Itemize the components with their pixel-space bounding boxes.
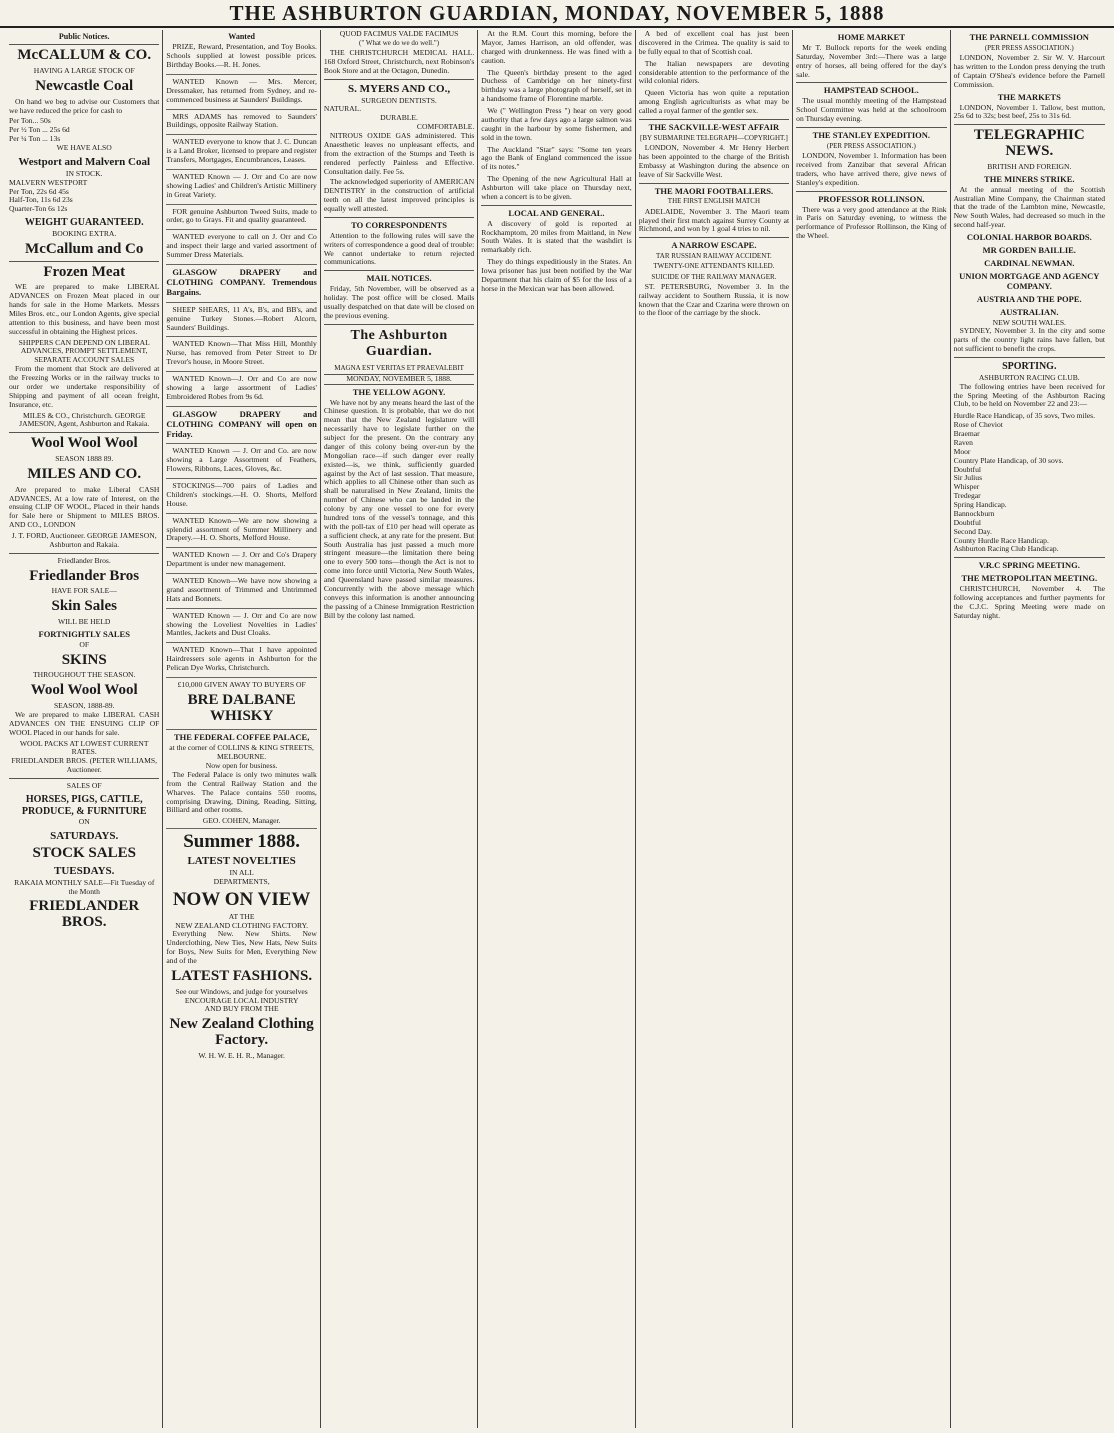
ad-heading: Wool Wool Wool bbox=[30, 682, 138, 699]
ad-line: DURABLE. bbox=[380, 113, 418, 123]
news-item bbox=[954, 54, 1105, 90]
classified-ad bbox=[166, 612, 316, 644]
article-body: The Italian newspapers are devoting considerable attention to the performance of the wild colonial riders. bbox=[638, 58, 790, 86]
divider bbox=[481, 205, 631, 206]
news-item bbox=[796, 97, 946, 124]
ad-body: We are prepared to make LIBERAL CASH ADVANCES ON THE ENSUING CLIP OF WOOL Placed in our hands for sale. bbox=[9, 709, 160, 737]
ad-line: FORTNIGHTLY SALES bbox=[38, 628, 130, 639]
ad-body: Everything New. New Shirts. New Underclothing, New Ties, New Hats, New Suits for Boys, New Suits for Men, Everything New and of the bbox=[166, 929, 317, 966]
leader-heading: THE YELLOW AGONY. bbox=[352, 386, 446, 397]
article-heading: THE STANLEY EXPEDITION. bbox=[812, 130, 931, 140]
leader-article bbox=[324, 399, 474, 621]
news-item bbox=[481, 258, 631, 294]
ad-line: IN STOCK. bbox=[65, 168, 103, 178]
article-heading: THE MAORI FOOTBALLERS. bbox=[654, 185, 774, 196]
section-heading: LOCAL AND GENERAL. bbox=[508, 207, 605, 218]
classified-ad bbox=[166, 577, 316, 609]
ad-line: QUOD FACIMUS VALDE FACIMUS bbox=[339, 30, 459, 38]
news-item bbox=[481, 69, 631, 105]
notice-body: Friday, 5th November, will be observed as a holiday. The post office will be closed. Mails usually despatched on that date will be closed on the previous evening. bbox=[323, 284, 475, 320]
paper-title: The Ashburton Guardian. bbox=[350, 327, 448, 360]
section-head: Public Notices. bbox=[58, 32, 110, 41]
price-line: Half-Ton, 11s 6d 23s bbox=[9, 195, 73, 205]
article-body: There was a very good attendance at the Rink in Paris on Saturday evening, to witness the performance of Professor Rollinson, the King of the Wheel. bbox=[796, 204, 947, 241]
ad-body: WANTED Known — J. Orr and Co are now showing Ladies' and Children's Artistic Millinery in Great Variety. bbox=[166, 171, 317, 199]
divider bbox=[796, 82, 946, 83]
article-heading: V.R.C SPRING MEETING. bbox=[978, 560, 1080, 571]
price-line: Per ¼ Ton ... 13s bbox=[9, 134, 61, 144]
ad-line: (" What we do we do well.") bbox=[359, 38, 440, 47]
ad-line: DEPARTMENTS, bbox=[213, 876, 270, 886]
race-entry: Ashburton Racing Club Handicap. bbox=[953, 544, 1059, 554]
article-heading: PROFESSOR ROLLINSON. bbox=[818, 193, 925, 204]
section-heading: SPORTING. bbox=[1002, 361, 1057, 373]
ad-signature: FRIEDLANDER BROS. (PETER WILLIAMS, Auctioneer. bbox=[11, 756, 158, 775]
race-entry: Second Day. bbox=[953, 526, 992, 536]
news-item bbox=[954, 186, 1105, 230]
article-body: Mr T. Bullock reports for the week ending Saturday, November 3rd:—There was a large entry of horses, all being offered for the day's sale. bbox=[796, 42, 947, 79]
article-heading: THE PARNELL COMMISSION bbox=[969, 32, 1089, 42]
ad-body: WANTED Known — Mrs. Mercer, Dressmaker, has returned from Sydney, and re-commenced business at Saunders' Buildings. bbox=[166, 76, 317, 104]
dentist-ad bbox=[324, 83, 474, 214]
ad-body: The acknowledged superiority of AMERICAN DENTISTRY in the construction of artificial teeth on all the latest improved principles is equally well attested. bbox=[323, 177, 475, 214]
masthead: THE ASHBURTON GUARDIAN, MONDAY, NOVEMBER 5, 1888 bbox=[0, 0, 1114, 28]
article-subheading: NEW SOUTH WALES. bbox=[992, 317, 1066, 327]
ad-line: RAKAIA MONTHLY SALE—Fit Tuesday of the Month bbox=[14, 877, 155, 896]
article-heading: HOME MARKET bbox=[837, 32, 905, 42]
ad-heading: Summer 1888. bbox=[183, 831, 301, 853]
ad-body: THE CHRISTCHURCH MEDICAL HALL. 168 Oxford Street, Christchurch, next Robinson's Book Store and at the Octagon, Dunedin. bbox=[323, 48, 475, 75]
ad-body: WANTED Known — J. Orr and Co's Drapery Department is under new management. bbox=[166, 550, 317, 569]
divider bbox=[954, 357, 1105, 358]
ad-body: WANTED everyone to call on J. Orr and Co and inspect their large and varied assortment of Summer Dress Materials. bbox=[166, 232, 317, 260]
ad-heading: SKINS bbox=[61, 651, 107, 668]
article-heading: MR GORDEN BAILLIE. bbox=[982, 244, 1076, 255]
ad-signature: GEO. COHEN, Manager. bbox=[202, 816, 281, 826]
divider bbox=[639, 119, 789, 120]
ad-product: Westport and Malvern Coal bbox=[18, 155, 151, 168]
race-entry: Tredegar bbox=[953, 491, 981, 501]
classified-ad bbox=[166, 340, 316, 372]
notice-heading: TO CORRESPONDENTS bbox=[351, 219, 448, 230]
notice-heading: MAIL NOTICES. bbox=[366, 273, 432, 284]
article-heading: THE MINERS STRIKE. bbox=[984, 173, 1075, 184]
classified-ad bbox=[166, 306, 316, 338]
article-body: Queen Victoria has won quite a reputation among English agriculturists as what may be called a royal farmer of the gentler sex. bbox=[638, 88, 790, 115]
ad-line: OF bbox=[79, 639, 90, 649]
mccallum-ad bbox=[9, 48, 159, 257]
news-item bbox=[481, 107, 631, 143]
divider bbox=[796, 127, 946, 128]
ad-line: AND BUY FROM THE bbox=[204, 1004, 279, 1014]
classified-ad bbox=[166, 268, 316, 303]
news-item bbox=[639, 208, 789, 235]
ad-heading: Wool Wool Wool bbox=[30, 435, 138, 452]
notice-body: Attention to the following rules will save the writers of correspondence a good deal of trouble: We cannot undertake to return rejected communications. bbox=[323, 230, 475, 267]
ad-heading: S. MYERS AND CO., bbox=[348, 82, 451, 95]
ad-line: WE HAVE ALSO bbox=[56, 143, 112, 153]
article-subheading: THE FIRST ENGLISH MATCH bbox=[667, 197, 761, 206]
classified-ad bbox=[166, 233, 316, 265]
article-heading: CARDINAL NEWMAN. bbox=[984, 257, 1075, 268]
classified-ad bbox=[166, 447, 316, 479]
ad-signature: FRIEDLANDER BROS. bbox=[29, 898, 140, 931]
race-entry: Country Plate Handicap, of 30 sovs. bbox=[953, 455, 1064, 465]
hotel-ad bbox=[166, 733, 316, 829]
ad-line: SEASON, 1888-89. bbox=[53, 701, 115, 711]
ad-body: On hand we beg to advise our Customers that we have reduced the price for cash to bbox=[9, 96, 160, 115]
article-subheading: (PER PRESS ASSOCIATION.) bbox=[984, 43, 1074, 52]
column-2 bbox=[163, 30, 320, 1428]
ad-body: WANTED Known—We are now showing a splendid assortment of Summer Millinery and Drapery.—H. O. Shorts, Melford House. bbox=[166, 515, 317, 543]
article-body: LONDON, November 1. Tallow, best mutton, 25s 6d to 32s; best beef, 25s to 31s 6d. bbox=[953, 102, 1105, 121]
ad-body: From the moment that Stock are delivered at the Freezing Works or in the railway trucks to our order we undertake responsibility of Shipping and payment of all ocean freight, Insurance, etc. bbox=[9, 364, 160, 409]
news-item bbox=[481, 146, 631, 173]
news-item bbox=[954, 585, 1105, 621]
column-5 bbox=[636, 30, 793, 1428]
ad-line: Now open for business. bbox=[205, 761, 278, 771]
ad-line: SURGEON DENTISTS. bbox=[361, 95, 437, 105]
friedlander-ad bbox=[9, 557, 159, 931]
race-entry: County Hurdle Race Handicap. bbox=[953, 535, 1049, 545]
ad-heading: GLASGOW DRAPERY and CLOTHING COMPANY. Tremendous Bargains. bbox=[166, 266, 317, 297]
article-body: The following entries have been received for the Spring Meeting of the Ashburton Racing Club, to be held on November 22 and 23:— bbox=[953, 381, 1105, 409]
classified-ad bbox=[166, 646, 316, 678]
ad-heading: Friedlander Bros bbox=[29, 567, 140, 584]
section-subheading: BRITISH AND FOREIGN. bbox=[987, 161, 1072, 171]
article-body: At the annual meeting of the Scottish Australian Mine Company, the Chairman stated that the trade of the Lambton mine, Newcastle, New South Wales, had decreased so much in the second half-year. bbox=[953, 184, 1105, 230]
ad-body: FOR genuine Ashburton Tweed Suits, made to order, go to Grays. Fit and quality guaranteed. bbox=[166, 206, 317, 225]
ad-line: £10,000 GIVEN AWAY TO BUYERS OF bbox=[177, 679, 306, 689]
ad-line: LATEST NOVELTIES bbox=[187, 855, 296, 868]
article-body: The Queen's birthday present to the aged Duchess of Cambridge on her ninety-first birthday was a large photograph of herself, set in a handsome frame of Florentine marble. bbox=[481, 67, 632, 104]
divider bbox=[9, 553, 159, 554]
column-7 bbox=[951, 30, 1108, 1428]
ad-body: WE are prepared to make LIBERAL ADVANCES on Frozen Meat placed in our hands for sale in the Home Markets. Messrs Miles Bros. etc., our London Agents, give special attention to this business, and have been most successful in obtaining the Highest prices. bbox=[9, 282, 160, 336]
ad-line: at the corner of COLLINS & KING STREETS, MELBOURNE. bbox=[169, 743, 314, 762]
mail-notice bbox=[324, 274, 474, 320]
price-line: Per Ton... 50s bbox=[9, 116, 51, 126]
news-item bbox=[639, 30, 789, 57]
article-body: LONDON, November 4. Mr Henry Herbert has been appointed to the charge of the British Embassy at Washington during the absence on leave of Sir Sackville West. bbox=[638, 143, 790, 179]
article-heading: HAMPSTEAD SCHOOL. bbox=[823, 85, 919, 96]
news-item bbox=[796, 152, 946, 188]
divider bbox=[954, 557, 1105, 558]
divider bbox=[324, 324, 474, 325]
divider bbox=[324, 79, 474, 80]
divider bbox=[954, 124, 1105, 125]
price-line: Quarter-Ton 6s 12s bbox=[9, 204, 68, 214]
race-entry: Doubtful bbox=[953, 517, 981, 527]
ad-line: SHIPPERS CAN DEPEND ON LIBERAL ADVANCES, PROMPT SETTLEMENT, SEPARATE ACCOUNT SALES bbox=[18, 337, 150, 365]
section-heading: TELEGRAPHIC NEWS. bbox=[973, 127, 1085, 160]
news-item bbox=[481, 175, 631, 202]
news-item bbox=[954, 104, 1105, 122]
classified-ad bbox=[166, 173, 316, 205]
ad-heading: LATEST FASHIONS. bbox=[171, 967, 313, 984]
ad-line: TUESDAYS. bbox=[53, 864, 115, 877]
ad-heading: MILES AND CO. bbox=[27, 465, 142, 482]
ad-line: WOOL PACKS AT LOWEST CURRENT RATES. bbox=[19, 738, 149, 757]
news-item bbox=[954, 383, 1105, 410]
article-body: At the R.M. Court this morning, before the Mayor, James Harrison, an old offender, was charged with drunkenness. He was fined with a caution. bbox=[481, 30, 632, 65]
ad-body: PRIZE, Reward, Presentation, and Toy Books. Schools supplied at lowest possible prices. Birthday Books.—R. H. Jones. bbox=[166, 42, 317, 70]
divider bbox=[9, 261, 159, 262]
ad-line: NATURAL. bbox=[323, 104, 362, 114]
ad-body: WANTED Known — J. Orr and Co. are now showing a Large Assortment of Feathers, Flowers, Ribbons, Laces, Gloves, &c. bbox=[166, 446, 317, 474]
wool-ad bbox=[9, 436, 159, 550]
race-entry: Doubtful bbox=[953, 464, 981, 474]
ad-body: WANTED Known—That I have appointed Hairdressers sole agents in Ashburton for the Pelican Dye Works, Christchurch. bbox=[166, 645, 317, 673]
classified-ad bbox=[166, 375, 316, 407]
ad-line: ON bbox=[78, 817, 90, 827]
ad-line: HAVE FOR SALE— bbox=[51, 586, 117, 596]
column-4 bbox=[478, 30, 635, 1428]
news-item bbox=[796, 206, 946, 242]
ad-line: SALES OF bbox=[66, 781, 102, 791]
ad-signature: MILES & CO., Christchurch. GEORGE JAMESON, Agent, Ashburton and Rakaia. bbox=[19, 410, 150, 429]
article-heading: UNION MORTGAGE AND AGENCY COMPANY. bbox=[959, 270, 1100, 291]
ad-heading: Skin Sales bbox=[51, 598, 117, 615]
race-entry: Rose of Cheviot bbox=[953, 420, 1003, 430]
ad-body: NITROUS OXIDE GAS administered. This Anaesthetic leaves no unpleasant effects, and from the extraction of the Stumps and Teeth is rendered perfectly Painless and Effective. Consultation daily. Fee 5s. bbox=[323, 131, 475, 176]
article-heading: A NARROW ESCAPE. bbox=[671, 240, 757, 251]
ad-body: WANTED Known — J. Orr and Co are now showing the Loveliest Novelties in Ladies' Mantles, Jackets and Dust Cloaks. bbox=[166, 610, 317, 638]
article-subheading: (PER PRESS ASSOCIATION.) bbox=[826, 141, 916, 150]
ad-signature: J. T. FORD, Auctioneer. GEORGE JAMESON, Ashburton and Rakaia. bbox=[11, 531, 157, 549]
race-entry: Whisper bbox=[953, 482, 980, 492]
news-item bbox=[639, 144, 789, 180]
section-head: Wanted bbox=[228, 32, 255, 41]
article-body: A discovery of gold is reported at Rockhamptom, 20 miles from Maitland, in New South Wales. It is stated that the washdirt is remarkably rich. bbox=[481, 218, 632, 255]
divider bbox=[9, 432, 159, 433]
ad-lead: HAVING A LARGE STOCK OF bbox=[33, 66, 135, 76]
dateline: MONDAY, NOVEMBER 5, 1888. bbox=[324, 374, 474, 385]
article-body: We (" Wellington Press ") hear on very good authority that a few days ago a large salmon was caught in the harbour by some fishermen, and sold in the town. bbox=[481, 106, 632, 142]
article-subheading: [BY SUBMARINE TELEGRAPH—COPYRIGHT.] bbox=[639, 133, 788, 142]
article-body: CHRISTCHURCH, November 4. The following acceptances and further payments for the C.J.C. Spring Meeting were made on Saturday night. bbox=[953, 584, 1105, 620]
ad-body: STOCKINGS—700 pairs of Ladies and Children's stockings.—H. O. Shorts, Melford House. bbox=[166, 481, 317, 508]
ad-body: Are prepared to make Liberal CASH ADVANCES, At a low rate of Interest, on the ensuing CLIP OF WOOL, Placed in their hands for Sale here or Shipment to MILES BROS. AND CO., LONDON bbox=[9, 484, 160, 530]
price-line: Per Ton, 22s 6d 45s bbox=[9, 186, 69, 196]
race-entry: Bannockburn bbox=[953, 508, 995, 518]
ad-line: AT THE bbox=[228, 911, 255, 921]
article-body: They do things expeditiously in the States. An Iowa prisoner has just been notified by the War Department that his claim of $5 for the loss of a horse in the Mexican war has been allowed. bbox=[481, 257, 632, 293]
article-heading: AUSTRIA AND THE POPE. bbox=[976, 293, 1082, 304]
classified-ad bbox=[166, 43, 316, 75]
article-heading: THE MARKETS bbox=[997, 91, 1061, 102]
classified-ad bbox=[166, 517, 316, 549]
article-body: LONDON, November 2. Sir W. V. Harcourt has written to the London press denying the truth of Captain O'Shea's evidence before the Parnell Commission. bbox=[953, 53, 1105, 89]
ad-line: COMFORTABLE. bbox=[416, 122, 475, 132]
divider bbox=[796, 191, 946, 192]
section-subheading: ASHBURTON RACING CLUB. bbox=[978, 372, 1080, 382]
column-3 bbox=[321, 30, 478, 1428]
race-entry: Hurdle Race Handicap, of 35 sovs, Two miles. bbox=[953, 411, 1096, 421]
article-body: The Auckland "Star" says: "Some ten years ago the Bank of England commenced the issue of its notes." bbox=[481, 144, 632, 172]
news-item bbox=[639, 89, 789, 116]
news-item bbox=[639, 283, 789, 319]
ad-body: WANTED Known—That Miss Hill, Monthly Nurse, has removed from Peter Street to Dr Trevor's house, in Moore Street. bbox=[166, 339, 317, 367]
news-item bbox=[481, 220, 631, 256]
article-body: We have not by any means heard the last of the Chinese question. It is probable, that we do not mean that the New Zealand legislature will necessarily have to legislate further on the subject for the present. On the contrary any danger of this colony being over-run by the Mongolian race—if such danger ever really existed—is, we think, sufficiently guarded against by the Act of last session. That measure, which applies to all Chinese other than such as shall be naturalised in New Zealand, limits the number of Chinese who can be landed in the colony by any one vessel to one for every hundred tons of the vessel's tonnage, and this with the poll-tax of £10 per head will operate as a sufficient check, at any rate for the present. But South Australia has just passed a much more stringent measure—the limitation there being one to every 500 tons—though the Act is not to come into force until Victoria, New South Wales, and Queensland have passed similar measures. Concurrently with the above message which conveys this information is another announcing the passing of a Chinese Immigration Restriction Bill by the colony last named. bbox=[323, 397, 475, 620]
classified-ad bbox=[166, 78, 316, 110]
article-heading: AUSTRALIAN. bbox=[1000, 306, 1059, 317]
ad-heading: GLASGOW DRAPERY and CLOTHING COMPANY will open on Friday. bbox=[166, 408, 317, 439]
ad-line: SATURDAYS. bbox=[50, 830, 119, 843]
race-entry: Moor bbox=[953, 446, 971, 456]
ad-heading: NOW ON VIEW bbox=[172, 888, 311, 910]
divider bbox=[324, 217, 474, 218]
ad-line: NEW ZEALAND CLOTHING FACTORY. bbox=[175, 920, 308, 930]
article-body: ST. PETERSBURG, November 3. In the railway accident to Southern Russia, it is now known that the Czar and Czarina were thrown on to the floor of the carriage by the shock. bbox=[638, 281, 790, 318]
classified-ad bbox=[166, 113, 316, 136]
clothing-factory-ad bbox=[166, 832, 316, 1060]
race-entry: Braemar bbox=[953, 429, 980, 438]
ad-heading: McCALLUM & CO. bbox=[17, 47, 152, 64]
ad-body: SHEEP SHEARS, 11 A's, B's, and BB's, and genuine Turkey Stones.—Robert Alcorn, Saunders' Buildings. bbox=[166, 304, 317, 332]
ad-signature: McCallum and Co bbox=[25, 240, 144, 257]
classified-ad bbox=[166, 410, 316, 445]
ad-heading: THE FEDERAL COFFEE PALACE, bbox=[173, 732, 310, 743]
ad-heading: STOCK SALES bbox=[32, 845, 136, 862]
classified-ad bbox=[166, 482, 316, 514]
divider bbox=[639, 183, 789, 184]
article-body: SYDNEY, November 3. In the city and some parts of the country light rains have fallen, but not sufficient to benefit the crops. bbox=[953, 326, 1105, 354]
frozen-meat-ad bbox=[9, 265, 159, 430]
ad-line: THROUGHOUT THE SEASON. bbox=[32, 670, 136, 680]
article-body: The Opening of the new Agricultural Hall at Ashburton will take place on Thursday next, when a concert is to be given. bbox=[481, 174, 632, 201]
article-body: The usual monthly meeting of the Hampstead School Committee was held at the schoolroom on Thursday evening. bbox=[796, 96, 947, 124]
race-entry: Sir Julius bbox=[953, 473, 983, 483]
price-line: Per ½ Ton ... 25s 6d bbox=[9, 125, 70, 135]
article-subheading: TWENTY-ONE ATTENDANTS KILLED. bbox=[653, 262, 775, 271]
ad-line: See our Windows, and judge for yourselves bbox=[175, 986, 308, 996]
price-line: MALVERN WESTPORT bbox=[9, 177, 88, 187]
race-entry: Spring Handicap. bbox=[953, 500, 1007, 509]
ad-line: Friedlander Bros. bbox=[57, 555, 111, 565]
news-item bbox=[639, 60, 789, 87]
columns bbox=[6, 30, 1108, 1428]
news-item bbox=[481, 30, 631, 66]
ad-line: WEIGHT GUARANTEED. bbox=[24, 217, 144, 229]
article-subheading: SUICIDE OF THE RAILWAY MANAGER. bbox=[651, 272, 777, 281]
ad-line: BOOKING EXTRA. bbox=[52, 228, 117, 238]
article-body: A bed of excellent coal has just been discovered in the Crimea. The quality is said to be fully equal to that of Scottish coal. bbox=[638, 30, 790, 56]
ad-body: The Federal Palace is only two minutes walk from the Central Railway Station and the Wharves. The Palace contains 550 rooms, comprising Drawing, Dining, Reading, Sitting, Billiard and other rooms. bbox=[166, 769, 317, 815]
column-6 bbox=[793, 30, 950, 1428]
ad-body: WANTED Known—J. Orr and Co are now showing a large assortment of Ladies' Embroidered Robes from 9s 6d. bbox=[166, 374, 317, 401]
classified-ad bbox=[166, 208, 316, 231]
race-entry: Raven bbox=[953, 437, 973, 447]
ad-line: IN ALL bbox=[229, 867, 254, 877]
divider bbox=[9, 44, 159, 45]
ad-product: Newcastle Coal bbox=[35, 77, 134, 94]
ad-body: WANTED Known—We have now showing a grand assortment of Trimmed and Untrimmed Hats and Bonnets. bbox=[166, 576, 317, 603]
ad-heading: New Zealand Clothing Factory. bbox=[169, 1016, 314, 1049]
ad-line: WILL BE HELD bbox=[57, 617, 111, 627]
article-heading: COLONIAL HARBOR BOARDS. bbox=[966, 232, 1092, 242]
classified-ad bbox=[166, 138, 316, 170]
article-heading: THE SACKVILLE-WEST AFFAIR bbox=[648, 121, 780, 132]
ad-line: ENCOURAGE LOCAL INDUSTRY bbox=[184, 995, 299, 1005]
ad-body: MRS ADAMS has removed to Saunders' Buildings, opposite Railway Station. bbox=[166, 111, 317, 130]
divider bbox=[639, 237, 789, 238]
ad-signature: W. H. W. E. H. R., Manager. bbox=[198, 1050, 285, 1060]
medical-hall-ad bbox=[324, 49, 474, 76]
ad-body: WANTED everyone to know that J. C. Duncan is a Land Broker, licensed to prepare and register Transfers, Mortgages, Encumbrances, Leases. bbox=[166, 137, 317, 165]
article-subheading: TAR RUSSIAN RAILWAY ACCIDENT. bbox=[656, 252, 772, 261]
classified-ad bbox=[166, 551, 316, 574]
news-item bbox=[954, 327, 1105, 354]
article-body: LONDON, November 1. Information has been received from Zanzibar that several African traders, who have arrived there, give news of Stanley's expedition. bbox=[796, 151, 947, 187]
article-heading: THE METROPOLITAN MEETING. bbox=[961, 573, 1098, 584]
ad-heading: Frozen Meat bbox=[43, 263, 126, 280]
column-1 bbox=[6, 30, 163, 1428]
motto: MAGNA EST VERITAS ET PRAEVALEBIT bbox=[334, 363, 464, 372]
divider bbox=[324, 270, 474, 271]
ad-line: SEASON 1888 89. bbox=[55, 454, 114, 464]
correspondents-notice bbox=[324, 221, 474, 267]
ad-heading: BRE DALBANE WHISKY bbox=[187, 691, 296, 724]
ad-line: HORSES, PIGS, CATTLE, PRODUCE, & FURNITURE bbox=[21, 793, 147, 817]
divider bbox=[9, 778, 159, 779]
news-item bbox=[796, 44, 946, 80]
whisky-ad bbox=[166, 681, 316, 730]
article-body: ADELAIDE, November 3. The Maori team played their first match against Surrey County at Richmond, and won by 1 goal 4 tries to nil. bbox=[638, 206, 790, 234]
